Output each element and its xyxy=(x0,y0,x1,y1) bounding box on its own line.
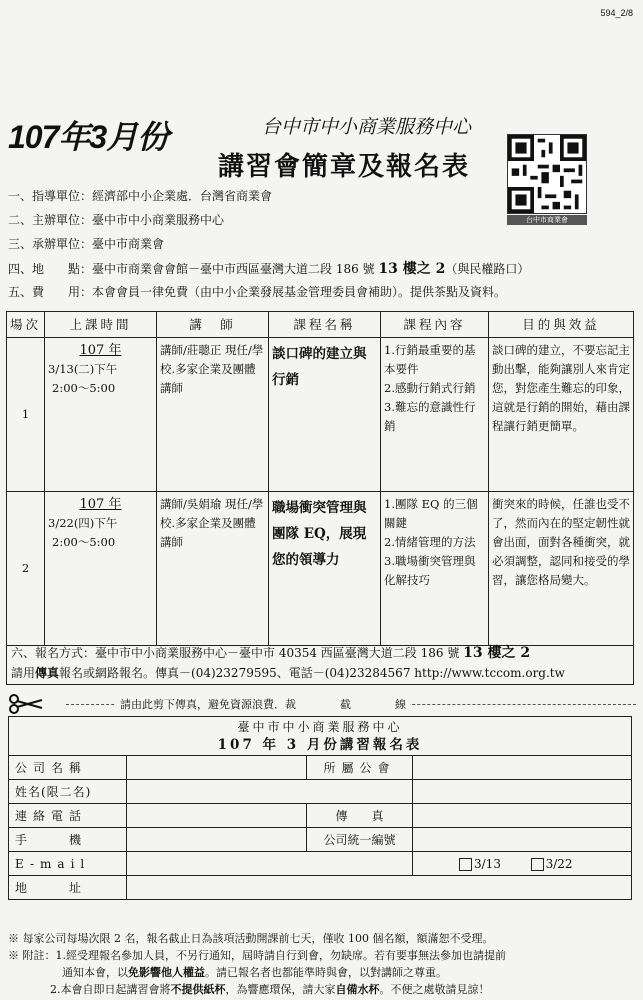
fax-label: 傳 真 xyxy=(307,804,413,828)
mobile-field[interactable] xyxy=(127,828,307,852)
scissors-icon xyxy=(8,694,44,714)
address-field[interactable] xyxy=(127,876,632,900)
session-options xyxy=(413,852,632,876)
session-lecturer: 講師/莊聰正 現任/學校.多家企業及團體講師 xyxy=(157,338,269,492)
schedule-header-row xyxy=(7,312,634,338)
tax-id-label: 公司統一編號 xyxy=(307,828,413,852)
registration-method: 六、報名方式：臺中市中小商業服務中心－臺中市 40354 西區臺灣大道二段 186 號 13 樓之 2 請用傳真報名或網路報名。傳真－(04)23279595、電話－(04)23284567 http://www.tccom.org.tw xyxy=(6,641,634,685)
schedule-table xyxy=(6,311,634,646)
company-name-field[interactable] xyxy=(127,756,307,780)
note-1: ※ 每家公司每場次限 2 名，報名截止日為該項活動開課前七天，僅收 100 個名額，額滿恕不受理。 xyxy=(8,932,494,945)
session-time: 107 年 3/13(二)下午 2:00～5:00 xyxy=(45,338,157,492)
info-organizer: 二、主辦單位：臺中市中小商業服務中心 xyxy=(8,213,225,227)
info-guidance: 一、指導單位：經濟部中小企業處．台灣省商業會 xyxy=(8,189,273,203)
date-title: 107年3月份 xyxy=(8,119,169,155)
header-time: 上課時間 xyxy=(45,312,157,338)
form-title: 107 年 3 月份講習報名表 xyxy=(217,737,423,753)
header-session: 場次 xyxy=(7,312,45,338)
qr-label: 台中市商業會 xyxy=(507,215,587,225)
note-2b: 通知本會，以免影響他人權益。請已報名者也都能準時與會，以對講師之尊重。 xyxy=(62,966,447,979)
page-code: 594_2/8 xyxy=(600,8,633,18)
session-content: 1.行銷最重要的基本要件 2.感動行銷式行銷 3.難忘的意識性行銷 xyxy=(381,338,489,492)
cut-line: 請由此剪下傳真，避免資源浪費．裁 截 線 xyxy=(6,696,636,712)
session-number: 2 xyxy=(7,492,45,646)
session-time: 107 年 3/22(四)下午 2:00～5:00 xyxy=(45,492,157,646)
table-row xyxy=(7,492,634,646)
table-row xyxy=(7,338,634,492)
attendee-name-label: 姓名(限二名) xyxy=(9,780,127,804)
email-label: E-mail xyxy=(9,852,127,876)
session-content: 1.團隊 EQ 的三個關鍵 2.情緒管理的方法 3.職場衝突管理與化解技巧 xyxy=(381,492,489,646)
phone-field[interactable] xyxy=(127,804,307,828)
info-executor: 三、承辦單位：臺中市商業會 xyxy=(8,237,165,251)
header-lecturer: 講 師 xyxy=(157,312,269,338)
address-label: 地 址 xyxy=(9,876,127,900)
tax-id-field[interactable] xyxy=(413,828,632,852)
center-name: 台中市中小商業服務中心 xyxy=(262,116,472,138)
info-fee: 五、費 用：本會會員一律免費（由中小企業發展基金管理委員會補助）。提供茶點及資料。 xyxy=(8,285,507,299)
phone-label: 連絡電話 xyxy=(9,804,127,828)
fax-field[interactable] xyxy=(413,804,632,828)
qr-code-icon xyxy=(507,134,587,214)
session-course: 談口碑的建立與行銷 xyxy=(269,338,381,492)
company-name-label: 公司名稱 xyxy=(9,756,127,780)
main-title: 講習會簡章及報名表 xyxy=(218,152,471,182)
info-location: 四、地 點：臺中市商業會會館－臺中市西區臺灣大道二段 186 號 13 樓之 2（與民權路口） xyxy=(8,261,530,277)
session-lecturer: 講師/吳娟瑜 現任/學校.多家企業及團體講師 xyxy=(157,492,269,646)
session-purpose: 談口碑的建立，不要忘記主動出擊，能夠讓別人來肯定您，對您產生難忘的印象，這就是行銷的開始，藉由課程讓行銷更簡單。 xyxy=(489,338,634,492)
note-3: 2.本會自即日起講習會將不提供紙杯，為響應環保，請大家自備水杯。不便之處敬請見諒！ xyxy=(50,983,490,996)
association-label: 所屬公會 xyxy=(307,756,413,780)
attendee-name-field-2[interactable] xyxy=(413,780,632,804)
mobile-label: 手 機 xyxy=(9,828,127,852)
note-2a: ※ 附註：1.經受理報名參加人員，不另行通知，屆時請自行到會，勿缺席。若有要事無法參加也請提前 xyxy=(8,949,506,962)
header-content: 課程內容 xyxy=(381,312,489,338)
option-1-checkbox[interactable] xyxy=(459,858,472,871)
option-2-checkbox[interactable] xyxy=(531,858,544,871)
session-course: 職場衝突管理與團隊 EQ，展現您的領導力 xyxy=(269,492,381,646)
header-course: 課程名稱 xyxy=(269,312,381,338)
registration-form xyxy=(8,716,632,900)
session-purpose: 衝突來的時候，任誰也受不了，然而內在的堅定韌性就會出面，面對各種衝突，就必須調整，認同和接受的學習，讓您格局變大。 xyxy=(489,492,634,646)
attendee-name-field-1[interactable] xyxy=(127,780,413,804)
header-purpose: 目的與效益 xyxy=(489,312,634,338)
form-header: 臺中市中小商業服務中心 107 年 3 月份講習報名表 xyxy=(9,717,632,756)
notes xyxy=(8,930,506,998)
session-number: 1 xyxy=(7,338,45,492)
email-field[interactable] xyxy=(127,852,413,876)
option-1-label: 3/13 xyxy=(474,856,501,871)
association-field[interactable] xyxy=(413,756,632,780)
option-2-label: 3/22 xyxy=(545,856,573,871)
